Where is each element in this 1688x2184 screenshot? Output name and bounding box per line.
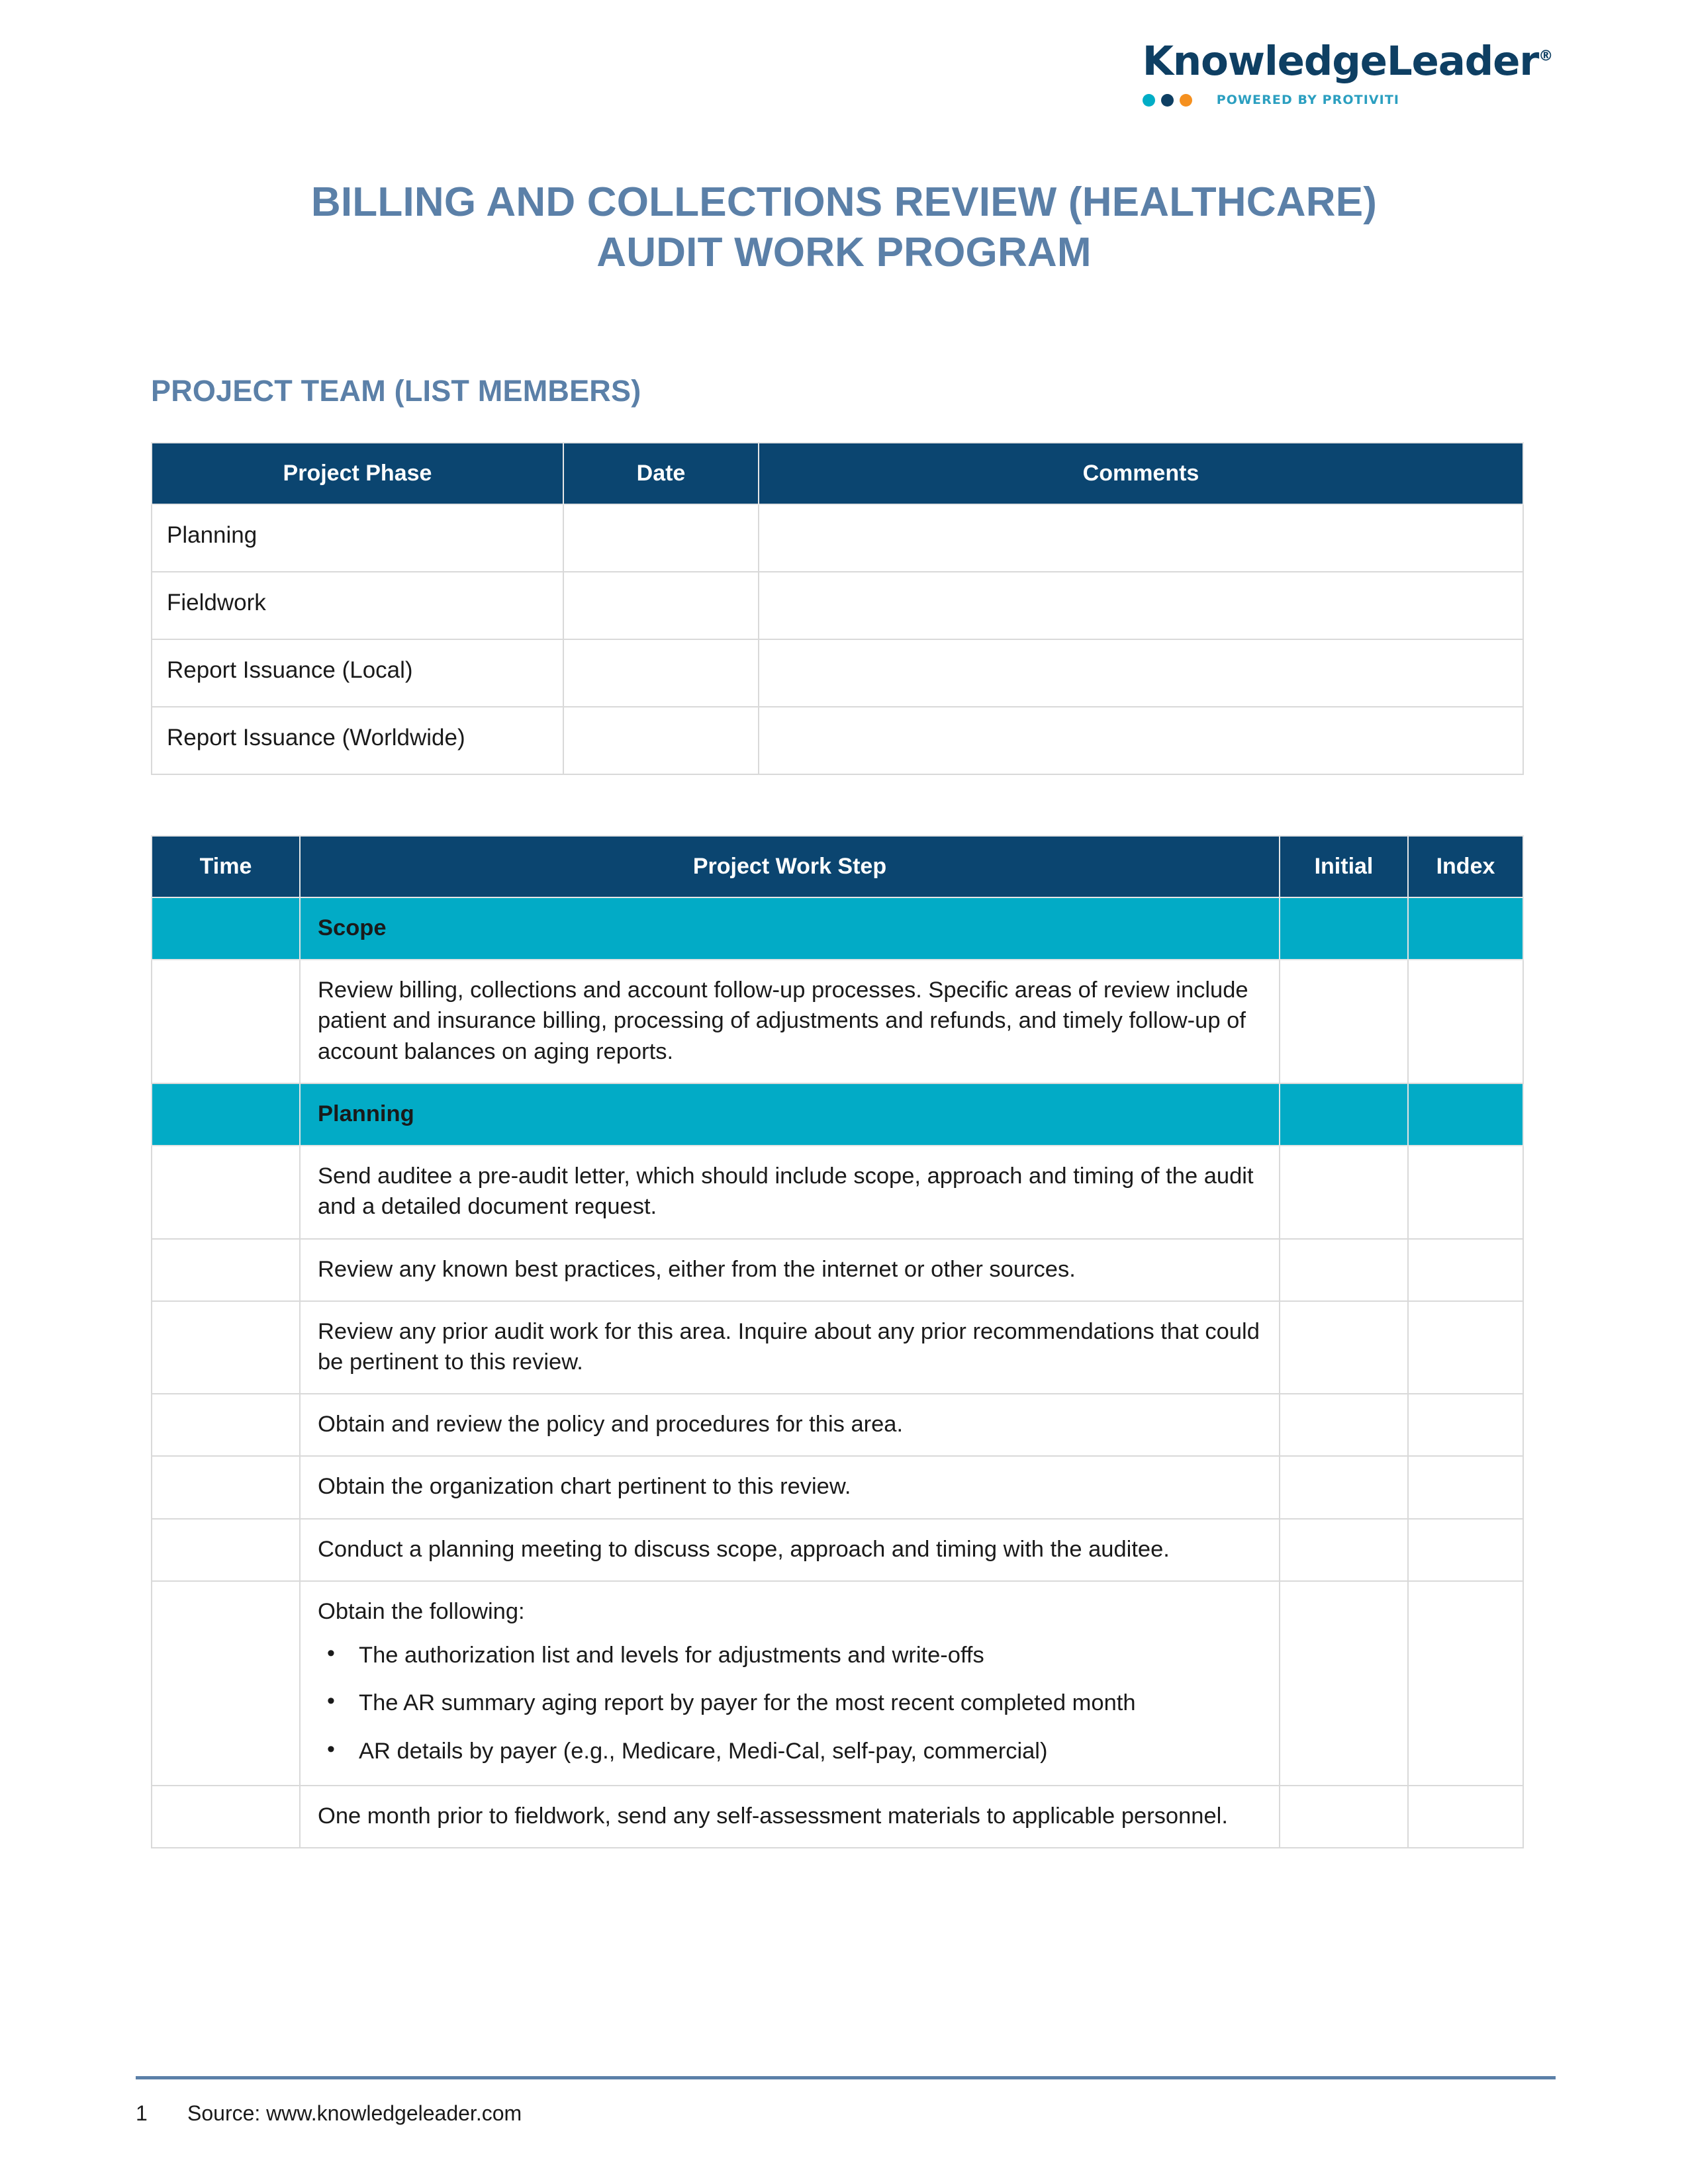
cell-initial[interactable]: [1280, 1394, 1408, 1456]
table-row: [152, 572, 1523, 639]
logo-dots-icon: [1143, 94, 1192, 107]
cell-time[interactable]: [152, 1394, 300, 1456]
project-team-table: [151, 442, 1524, 775]
cell-index: [1408, 897, 1523, 960]
cell-date[interactable]: [563, 504, 759, 572]
cell-comments[interactable]: [759, 504, 1523, 572]
cell-work-step: Conduct a planning meeting to discuss scope, approach and timing with the auditee.: [300, 1519, 1280, 1581]
cell-index[interactable]: [1408, 1456, 1523, 1518]
column-header-project-work-step: Project Work Step: [300, 836, 1280, 897]
logo-tagline: POWERED BY PROTIVITI: [1216, 93, 1400, 107]
logo-wordmark: [1142, 38, 1552, 85]
cell-project-phase: Report Issuance (Local): [152, 639, 563, 707]
cell-initial[interactable]: [1280, 1581, 1408, 1786]
table-row: [152, 707, 1523, 774]
table-row: [152, 1581, 1523, 1786]
cell-initial: [1280, 1083, 1408, 1146]
knowledgeleader-logo: [1142, 38, 1552, 107]
cell-initial[interactable]: [1280, 1146, 1408, 1238]
table-row: [152, 1146, 1523, 1238]
work-step-bullet-list: [318, 1640, 1262, 1766]
cell-project-phase: Fieldwork: [152, 572, 563, 639]
logo-wordmark-text: KnowledgeLeader: [1142, 38, 1539, 85]
cell-time[interactable]: [152, 1581, 300, 1786]
section-label-planning: Planning: [300, 1083, 1280, 1146]
dot-orange-icon: [1180, 94, 1192, 107]
cell-work-step: Review billing, collections and account follow-up processes. Specific areas of review include patient and insurance billing, processing of adjustments and refunds, and timely follow-up of account balances on aging reports.: [300, 960, 1280, 1083]
cell-time[interactable]: [152, 1786, 300, 1848]
cell-time: [152, 897, 300, 960]
cell-time[interactable]: [152, 1519, 300, 1581]
cell-initial[interactable]: [1280, 1239, 1408, 1301]
cell-work-step: Review any prior audit work for this area. Inquire about any prior recommendations that could be pertinent to this review.: [300, 1301, 1280, 1394]
cell-index[interactable]: [1408, 1146, 1523, 1238]
cell-index[interactable]: [1408, 960, 1523, 1083]
table-row: [152, 504, 1523, 572]
list-item: • The authorization list and levels for adjustments and write-offs: [318, 1640, 1262, 1670]
page-title-line-2: AUDIT WORK PROGRAM: [596, 230, 1092, 276]
cell-date[interactable]: [563, 707, 759, 774]
cell-work-step: One month prior to fieldwork, send any self-assessment materials to applicable personnel.: [300, 1786, 1280, 1848]
cell-date[interactable]: [563, 572, 759, 639]
cell-project-phase: Report Issuance (Worldwide): [152, 707, 563, 774]
registered-trademark-icon: ®: [1538, 48, 1552, 65]
table-header-row: [152, 836, 1523, 897]
cell-work-step: Review any known best practices, either from the internet or other sources.: [300, 1239, 1280, 1301]
cell-time: [152, 1083, 300, 1146]
cell-index[interactable]: [1408, 1581, 1523, 1786]
cell-work-step: Send auditee a pre-audit letter, which should include scope, approach and timing of the audit and a detailed document request.: [300, 1146, 1280, 1238]
cell-initial[interactable]: [1280, 1301, 1408, 1394]
cell-index[interactable]: [1408, 1301, 1523, 1394]
page-footer: [136, 2101, 522, 2126]
cell-comments[interactable]: [759, 572, 1523, 639]
list-item: • AR details by payer (e.g., Medicare, Medi-Cal, self-pay, commercial): [318, 1736, 1262, 1766]
column-header-comments: Comments: [759, 443, 1523, 504]
cell-initial: [1280, 897, 1408, 960]
cell-date[interactable]: [563, 639, 759, 707]
cell-index[interactable]: [1408, 1239, 1523, 1301]
cell-initial[interactable]: [1280, 960, 1408, 1083]
cell-initial[interactable]: [1280, 1456, 1408, 1518]
column-header-date: Date: [563, 443, 759, 504]
column-header-time: Time: [152, 836, 300, 897]
cell-initial[interactable]: [1280, 1519, 1408, 1581]
cell-index[interactable]: [1408, 1519, 1523, 1581]
cell-project-phase: Planning: [152, 504, 563, 572]
section-label-scope: Scope: [300, 897, 1280, 960]
section-heading-project-team: PROJECT TEAM (LIST MEMBERS): [151, 374, 641, 408]
section-row-planning: [152, 1083, 1523, 1146]
cell-time[interactable]: [152, 1301, 300, 1394]
page-title-line-1: BILLING AND COLLECTIONS REVIEW (HEALTHCARE): [310, 179, 1378, 225]
table-header-row: [152, 443, 1523, 504]
table-row: [152, 1394, 1523, 1456]
table-row: [152, 1786, 1523, 1848]
cell-work-step: [300, 1581, 1280, 1786]
table-row: [152, 1519, 1523, 1581]
table-row: [152, 1239, 1523, 1301]
footer-divider: [136, 2076, 1556, 2079]
cell-index: [1408, 1083, 1523, 1146]
work-step-lead-text: Obtain the following:: [318, 1598, 525, 1624]
cell-time[interactable]: [152, 1456, 300, 1518]
page-title: [162, 177, 1526, 279]
footer-page-number: 1: [136, 2101, 148, 2125]
cell-index[interactable]: [1408, 1394, 1523, 1456]
footer-source-text: Source: www.knowledgeleader.com: [187, 2101, 522, 2125]
table-row: [152, 960, 1523, 1083]
table-row: [152, 639, 1523, 707]
cell-comments[interactable]: [759, 639, 1523, 707]
table-row: [152, 1301, 1523, 1394]
cell-time[interactable]: [152, 1239, 300, 1301]
dot-teal-icon: [1143, 94, 1155, 107]
column-header-initial: Initial: [1280, 836, 1408, 897]
work-program-table: [151, 835, 1524, 1848]
list-item: • The AR summary aging report by payer for the most recent completed month: [318, 1688, 1262, 1718]
section-row-scope: [152, 897, 1523, 960]
cell-time[interactable]: [152, 960, 300, 1083]
table-row: [152, 1456, 1523, 1518]
cell-comments[interactable]: [759, 707, 1523, 774]
logo-subline: [1143, 93, 1552, 107]
cell-work-step: Obtain and review the policy and procedures for this area.: [300, 1394, 1280, 1456]
cell-initial[interactable]: [1280, 1786, 1408, 1848]
column-header-project-phase: Project Phase: [152, 443, 563, 504]
cell-index[interactable]: [1408, 1786, 1523, 1848]
cell-work-step: Obtain the organization chart pertinent to this review.: [300, 1456, 1280, 1518]
cell-time[interactable]: [152, 1146, 300, 1238]
column-header-index: Index: [1408, 836, 1523, 897]
dot-navy-icon: [1161, 94, 1174, 107]
